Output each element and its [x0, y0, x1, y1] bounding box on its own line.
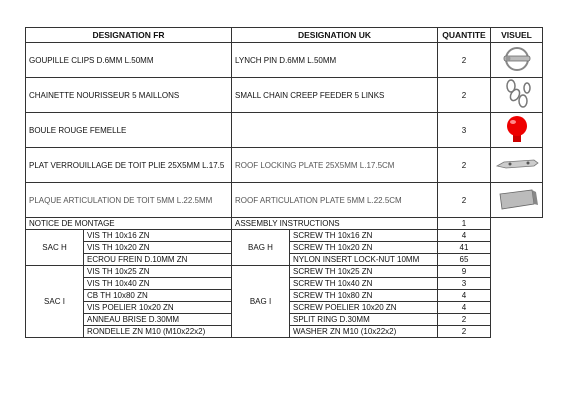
bag-i-fr-label: SAC I [26, 266, 84, 338]
item-fr: VIS TH 10x25 ZN [84, 266, 232, 278]
bag-h-uk-label: BAG H [232, 230, 290, 266]
header-uk: DESIGNATION UK [232, 28, 438, 43]
bag-h-fr-label: SAC H [26, 230, 84, 266]
designation-uk [232, 113, 438, 148]
chain-icon [491, 78, 543, 113]
designation-fr: PLAQUE ARTICULATION DE TOIT 5MM L.22.5MM [26, 183, 232, 218]
item-qty: 4 [438, 290, 491, 302]
item-qty: 65 [438, 254, 491, 266]
item-qty: 4 [438, 230, 491, 242]
notice-qty: 1 [438, 218, 491, 230]
table-row [26, 43, 543, 78]
item-uk: SCREW TH 10x25 ZN [290, 266, 438, 278]
item-uk: SCREW TH 10x80 ZN [290, 290, 438, 302]
notice-uk: ASSEMBLY INSTRUCTIONS [232, 218, 438, 230]
notice-fr: NOTICE DE MONTAGE [26, 218, 232, 230]
quantity: 2 [438, 43, 491, 78]
item-qty: 2 [438, 314, 491, 326]
item-qty: 2 [438, 326, 491, 338]
table-row [26, 78, 543, 113]
header-row [26, 28, 543, 43]
item-uk: SCREW TH 10x20 ZN [290, 242, 438, 254]
table-row [26, 230, 543, 242]
item-fr: VIS TH 10x20 ZN [84, 242, 232, 254]
item-qty: 4 [438, 302, 491, 314]
item-uk: WASHER ZN M10 (10x22x2) [290, 326, 438, 338]
locking-plate-icon [491, 148, 543, 183]
table-row [26, 148, 543, 183]
item-uk: SCREW TH 10x40 ZN [290, 278, 438, 290]
quantity: 2 [438, 183, 491, 218]
parts-table [25, 27, 543, 338]
designation-fr: CHAINETTE NOURISSEUR 5 MAILLONS [26, 78, 232, 113]
item-fr: RONDELLE ZN M10 (M10x22x2) [84, 326, 232, 338]
item-qty: 9 [438, 266, 491, 278]
item-uk: SPLIT RING D.30MM [290, 314, 438, 326]
bag-i-uk-label: BAG I [232, 266, 290, 338]
designation-uk: ROOF ARTICULATION PLATE 5MM L.22.5CM [232, 183, 438, 218]
item-uk: SCREW TH 10x16 ZN [290, 230, 438, 242]
item-fr: ECROU FREIN D.10MM ZN [84, 254, 232, 266]
quantity: 2 [438, 148, 491, 183]
header-fr: DESIGNATION FR [26, 28, 232, 43]
header-visual: VISUEL [491, 28, 543, 43]
item-fr: CB TH 10x80 ZN [84, 290, 232, 302]
designation-fr: GOUPILLE CLIPS D.6MM L.50MM [26, 43, 232, 78]
table-row [26, 183, 543, 218]
red-ball-icon [491, 113, 543, 148]
item-fr: ANNEAU BRISE D.30MM [84, 314, 232, 326]
designation-fr: BOULE ROUGE FEMELLE [26, 113, 232, 148]
item-fr: VIS TH 10x16 ZN [84, 230, 232, 242]
designation-fr: PLAT VERROUILLAGE DE TOIT PLIE 25X5MM L.17.5 [26, 148, 232, 183]
table-row [26, 113, 543, 148]
item-fr: VIS POELIER 10x20 ZN [84, 302, 232, 314]
quantity: 3 [438, 113, 491, 148]
item-qty: 3 [438, 278, 491, 290]
designation-uk: ROOF LOCKING PLATE 25X5MM L.17.5CM [232, 148, 438, 183]
item-uk: SCREW POELIER 10x20 ZN [290, 302, 438, 314]
item-qty: 41 [438, 242, 491, 254]
designation-uk: SMALL CHAIN CREEP FEEDER 5 LINKS [232, 78, 438, 113]
notice-row [26, 218, 543, 230]
quantity: 2 [438, 78, 491, 113]
lynch-pin-icon [491, 43, 543, 78]
item-uk: NYLON INSERT LOCK-NUT 10MM [290, 254, 438, 266]
header-qty: QUANTITE [438, 28, 491, 43]
designation-uk: LYNCH PIN D.6MM L.50MM [232, 43, 438, 78]
table-row [26, 266, 543, 278]
item-fr: VIS TH 10x40 ZN [84, 278, 232, 290]
articulation-plate-icon [491, 183, 543, 218]
